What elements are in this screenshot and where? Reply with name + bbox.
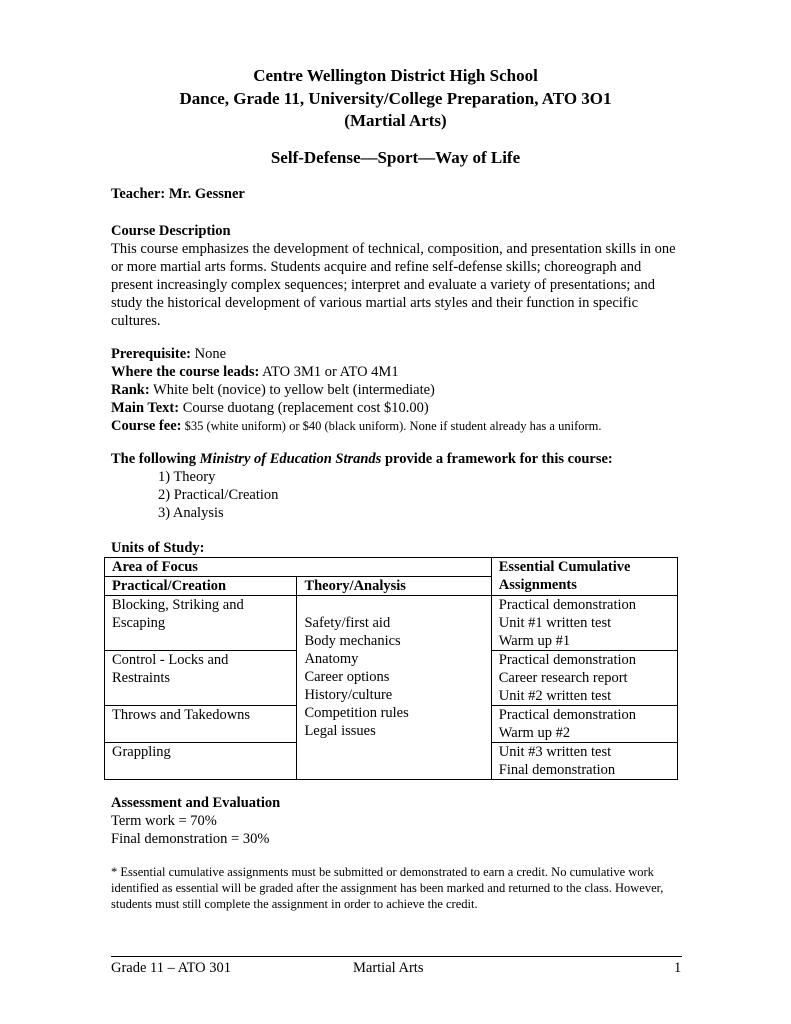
cell-line: Career research report	[498, 670, 628, 686]
assessment-section	[111, 794, 280, 848]
theory-item: History/culture	[304, 687, 393, 703]
final-demo-line: Final demonstration = 30%	[111, 831, 270, 847]
theory-item: Safety/first aid	[304, 615, 391, 631]
practical-cell	[105, 596, 297, 651]
strand-item: 3) Analysis	[158, 505, 224, 521]
assignments-cell	[491, 706, 677, 743]
rank-line	[111, 381, 711, 399]
area-of-focus-header: Area of Focus	[105, 558, 492, 577]
strands-intro-start: The following	[111, 451, 200, 467]
cell-line: Throws and Takedowns	[112, 707, 251, 723]
rank-label: Rank:	[111, 382, 150, 398]
practical-cell	[105, 706, 297, 743]
units-table	[104, 557, 678, 780]
cell-line: Control - Locks and	[112, 652, 229, 668]
cell-line: Blocking, Striking and	[112, 597, 244, 613]
assignments-header	[491, 558, 677, 596]
practical-cell	[105, 743, 297, 780]
course-info	[111, 345, 711, 435]
description-heading: Course Description	[111, 223, 231, 239]
course-subtitle: (Martial Arts)	[344, 111, 447, 130]
description-body: This course emphasizes the development of technical, composition, and presentation skills in one or more martial arts forms. Students acquire and refine self-defense skills; choreograph and present increasingly complex sequences; interpret and evaluate a variety of presentations; and study the historical development of various martial arts styles and their function in specific cultures.	[111, 241, 676, 329]
strands-intro-emphasis: Ministry of Education Strands	[199, 451, 382, 467]
main-text-label: Main Text:	[111, 400, 180, 416]
cell-line: Practical demonstration	[498, 652, 637, 668]
theory-item: Legal issues	[304, 723, 376, 739]
units-title: Units of Study:	[111, 540, 205, 556]
cell-line: Warm up #2	[498, 725, 571, 741]
theory-cell	[297, 596, 491, 780]
course-title: Dance, Grade 11, University/College Preparation, ATO 3O1	[179, 89, 612, 108]
footer-divider	[111, 956, 682, 957]
cell-line: Restraints	[112, 670, 170, 686]
footnote: * Essential cumulative assignments must be submitted or demonstrated to earn a credit. No cumulative work identified as essential will be graded after the assignment has been marked and returned to the class. However, students must still complete the assignment in order to achieve the credit.	[111, 865, 664, 911]
theory-header: Theory/Analysis	[297, 577, 491, 596]
main-text-value: Course duotang (replacement cost $10.00)	[179, 400, 429, 416]
cell-line: Final demonstration	[498, 762, 616, 778]
theory-item: Anatomy	[304, 651, 359, 667]
cell-line: Warm up #1	[498, 633, 571, 649]
assessment-heading: Assessment and Evaluation	[111, 795, 281, 811]
footer-course: Grade 11 – ATO 301	[111, 960, 232, 976]
assignments-header-line: Essential Cumulative	[498, 559, 631, 575]
strand-item: 1) Theory	[158, 469, 216, 485]
leads-line	[111, 363, 711, 381]
teacher-line: Teacher: Mr. Gessner	[111, 186, 245, 202]
assignments-header-line: Assignments	[498, 577, 577, 593]
assignments-cell	[491, 651, 677, 706]
strands-intro	[111, 450, 613, 468]
leads-value: ATO 3M1 or ATO 4M1	[259, 364, 399, 380]
rank-value: White belt (novice) to yellow belt (intermediate)	[149, 382, 435, 398]
theory-item: Body mechanics	[304, 633, 401, 649]
cell-line: Practical demonstration	[498, 707, 637, 723]
strands-intro-end: provide a framework for this course:	[381, 451, 613, 467]
cell-line: Unit #3 written test	[498, 744, 612, 760]
table-header-row	[105, 558, 678, 577]
cell-line: Grappling	[112, 744, 171, 760]
strands-list	[158, 468, 278, 522]
theory-item: Competition rules	[304, 705, 409, 721]
theory-item: Career options	[304, 669, 390, 685]
table-row	[105, 596, 678, 651]
prerequisite-line	[111, 345, 711, 363]
footer-title: Martial Arts	[353, 960, 424, 976]
course-motto: Self-Defense—Sport—Way of Life	[270, 148, 521, 167]
practical-header: Practical/Creation	[105, 577, 297, 596]
course-fee-line	[111, 417, 711, 435]
cell-line: Unit #2 written test	[498, 688, 612, 704]
cell-line: Practical demonstration	[498, 597, 637, 613]
prerequisite-label: Prerequisite:	[111, 346, 191, 362]
school-name: Centre Wellington District High School	[253, 66, 538, 85]
main-text-line	[111, 399, 711, 417]
assignments-cell	[491, 743, 677, 780]
leads-label: Where the course leads:	[111, 364, 260, 380]
course-fee-value: $35 (white uniform) or $40 (black uniform). None if student already has a uniform.	[181, 419, 602, 433]
practical-cell	[105, 651, 297, 706]
cell-line: Escaping	[112, 615, 166, 631]
assignments-cell	[491, 596, 677, 651]
page-number: 1	[674, 960, 682, 976]
strand-item: 2) Practical/Creation	[158, 487, 279, 503]
course-fee-label: Course fee:	[111, 418, 182, 434]
term-work-line: Term work = 70%	[111, 813, 217, 829]
prerequisite-value: None	[191, 346, 227, 362]
cell-line: Unit #1 written test	[498, 615, 612, 631]
